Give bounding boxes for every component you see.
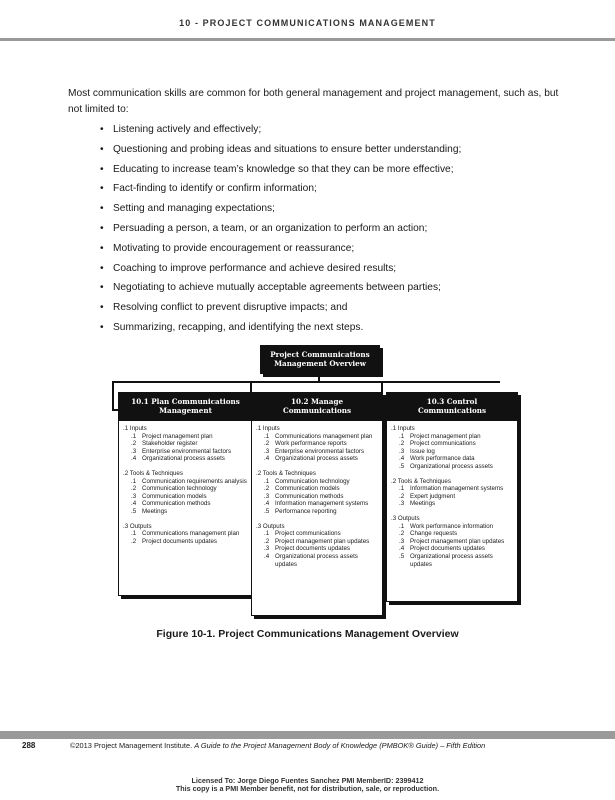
bullet-item: • Questioning and probing ideas and situations to ensure better understanding;	[100, 142, 570, 162]
process-box-plan-communications	[118, 392, 253, 596]
list-item: .2 Expert judgment	[399, 492, 456, 500]
list-item: .4 Communication methods	[131, 500, 211, 508]
list-item: .3 Communication models	[131, 492, 207, 500]
list-item: .2 Communication models	[264, 485, 340, 493]
tools-section: .2 Tools & Techniques .1 Communication requirements analysis .2 Communication technology .3 Communication models .4 Communication methods .5 Meetings	[123, 470, 249, 516]
outputs-section: .3 Outputs .1 Work performance information .2 Change requests .3 Project management plan updates .4 Project documents updates .5 Organizational process assets updates	[391, 515, 514, 568]
list-item: .1 Communications management plan	[131, 530, 240, 538]
list-item: .4 Organizational process assets	[264, 455, 358, 463]
list-item: .3 Project documents updates	[264, 545, 350, 553]
inputs-section: .1 Inputs .1 Communications management plan .2 Work performance reports .3 Enterprise environmental factors .4 Organizational process assets	[256, 425, 379, 463]
bullet-item: • Motivating to provide encouragement or reassurance;	[100, 241, 570, 261]
list-item: .3 Enterprise environmental factors	[264, 447, 365, 455]
list-item: .1 Communications management plan	[264, 432, 373, 440]
list-item: .1 Communication technology	[264, 477, 350, 485]
running-head: 10 - PROJECT COMMUNICATIONS MANAGEMENT	[179, 18, 436, 28]
bullet-item: • Resolving conflict to prevent disruptive impacts; and	[100, 300, 570, 320]
list-item: .4 Work performance data	[399, 455, 475, 463]
page-number: 288	[22, 741, 36, 750]
bullet-item: • Fact-finding to identify or confirm information;	[100, 181, 570, 201]
process-box-manage-communications	[251, 392, 383, 616]
bullet-item: • Listening actively and effectively;	[100, 122, 570, 142]
license-notice: Licensed To: Jorge Diego Fuentes Sanchez PMI MemberID: 2399412 This copy is a PMI Member benefit, not for distribution, sale, or reproduction.	[175, 776, 440, 793]
list-item: .5 Organizational process assets	[399, 462, 493, 470]
bullet-item: • Summarizing, recapping, and identifying the next steps.	[100, 320, 570, 340]
list-item: .4 Organizational process assets	[131, 455, 225, 463]
list-item: .5 Organizational process assets updates	[399, 552, 493, 568]
overview-box	[260, 345, 380, 374]
inputs-section: .1 Inputs .1 Project management plan .2 Project communications .3 Issue log .4 Work performance data .5 Organizational process assets	[391, 425, 514, 471]
bullet-item: • Coaching to improve performance and achieve desired results;	[100, 261, 570, 281]
footer-rule	[0, 731, 615, 739]
tools-section: .2 Tools & Techniques .1 Information management systems .2 Expert judgment .3 Meetings	[391, 478, 514, 508]
list-item: .1 Project management plan	[399, 432, 481, 440]
list-item: .4 Project documents updates	[399, 545, 485, 553]
process-box-control-communications	[386, 392, 518, 602]
list-item: .2 Communication technology	[131, 485, 217, 493]
intro-paragraph: Most communication skills are common for both general management and project management, such as, but not limited to:	[68, 88, 559, 115]
copyright-line: ©2013 Project Management Institute. A Guide to the Project Management Body of Knowledge (PMBOK® Guide) – Fifth Edition	[70, 741, 486, 750]
bullet-item: • Negotiating to achieve mutually acceptable agreements between parties;	[100, 280, 570, 300]
list-item: .3 Enterprise environmental factors	[131, 447, 232, 455]
connector-line	[112, 381, 500, 383]
list-item: .1 Work performance information	[399, 522, 494, 530]
bullet-item: • Setting and managing expectations;	[100, 201, 570, 221]
bullet-item: • Persuading a person, a team, or an organization to perform an action;	[100, 221, 570, 241]
list-item: .4 Organizational process assets updates	[264, 552, 358, 568]
tools-section: .2 Tools & Techniques .1 Communication technology .2 Communication models .3 Communication methods .4 Information management systems .5 Performance reporting	[256, 470, 379, 516]
bullet-item: • Educating to increase team’s knowledge so that they can be more effective;	[100, 162, 570, 182]
list-item: .5 Performance reporting	[264, 507, 337, 515]
list-item: .1 Project management plan	[131, 432, 213, 440]
overview-title: Project Communications Management Overview	[261, 346, 379, 373]
outputs-section: .3 Outputs .1 Project communications .2 Project management plan updates .3 Project documents updates .4 Organizational process assets updates	[256, 523, 379, 569]
list-item: .3 Issue log	[399, 447, 435, 455]
list-item: .2 Stakeholder register	[131, 440, 198, 448]
process-title: 10.3 Control Communications	[387, 393, 517, 421]
connector-line	[112, 381, 114, 411]
process-title: 10.1 Plan Communications Management	[119, 393, 252, 421]
list-item: .2 Work performance reports	[264, 440, 347, 448]
list-item: .2 Change requests	[399, 530, 458, 538]
list-item: .3 Communication methods	[264, 492, 344, 500]
header-rule	[0, 38, 615, 41]
list-item: .2 Project communications	[399, 440, 476, 448]
list-item: .3 Meetings	[399, 500, 436, 508]
list-item: .5 Meetings	[131, 507, 168, 515]
inputs-section: .1 Inputs .1 Project management plan .2 Stakeholder register .3 Enterprise environmental factors .4 Organizational process assets	[123, 425, 249, 463]
figure-caption: Figure 10-1. Project Communications Management Overview	[156, 628, 459, 640]
list-item: .3 Project management plan updates	[399, 537, 505, 545]
skills-bullet-list	[100, 122, 570, 340]
list-item: .2 Project management plan updates	[264, 537, 370, 545]
outputs-section: .3 Outputs .1 Communications management plan .2 Project documents updates	[123, 523, 249, 546]
list-item: .1 Information management systems	[399, 485, 504, 493]
list-item: .2 Project documents updates	[131, 537, 217, 545]
list-item: .1 Communication requirements analysis	[131, 477, 247, 485]
list-item: .1 Project communications	[264, 530, 341, 538]
process-title: 10.2 Manage Communications	[252, 393, 382, 421]
list-item: .4 Information management systems	[264, 500, 369, 508]
